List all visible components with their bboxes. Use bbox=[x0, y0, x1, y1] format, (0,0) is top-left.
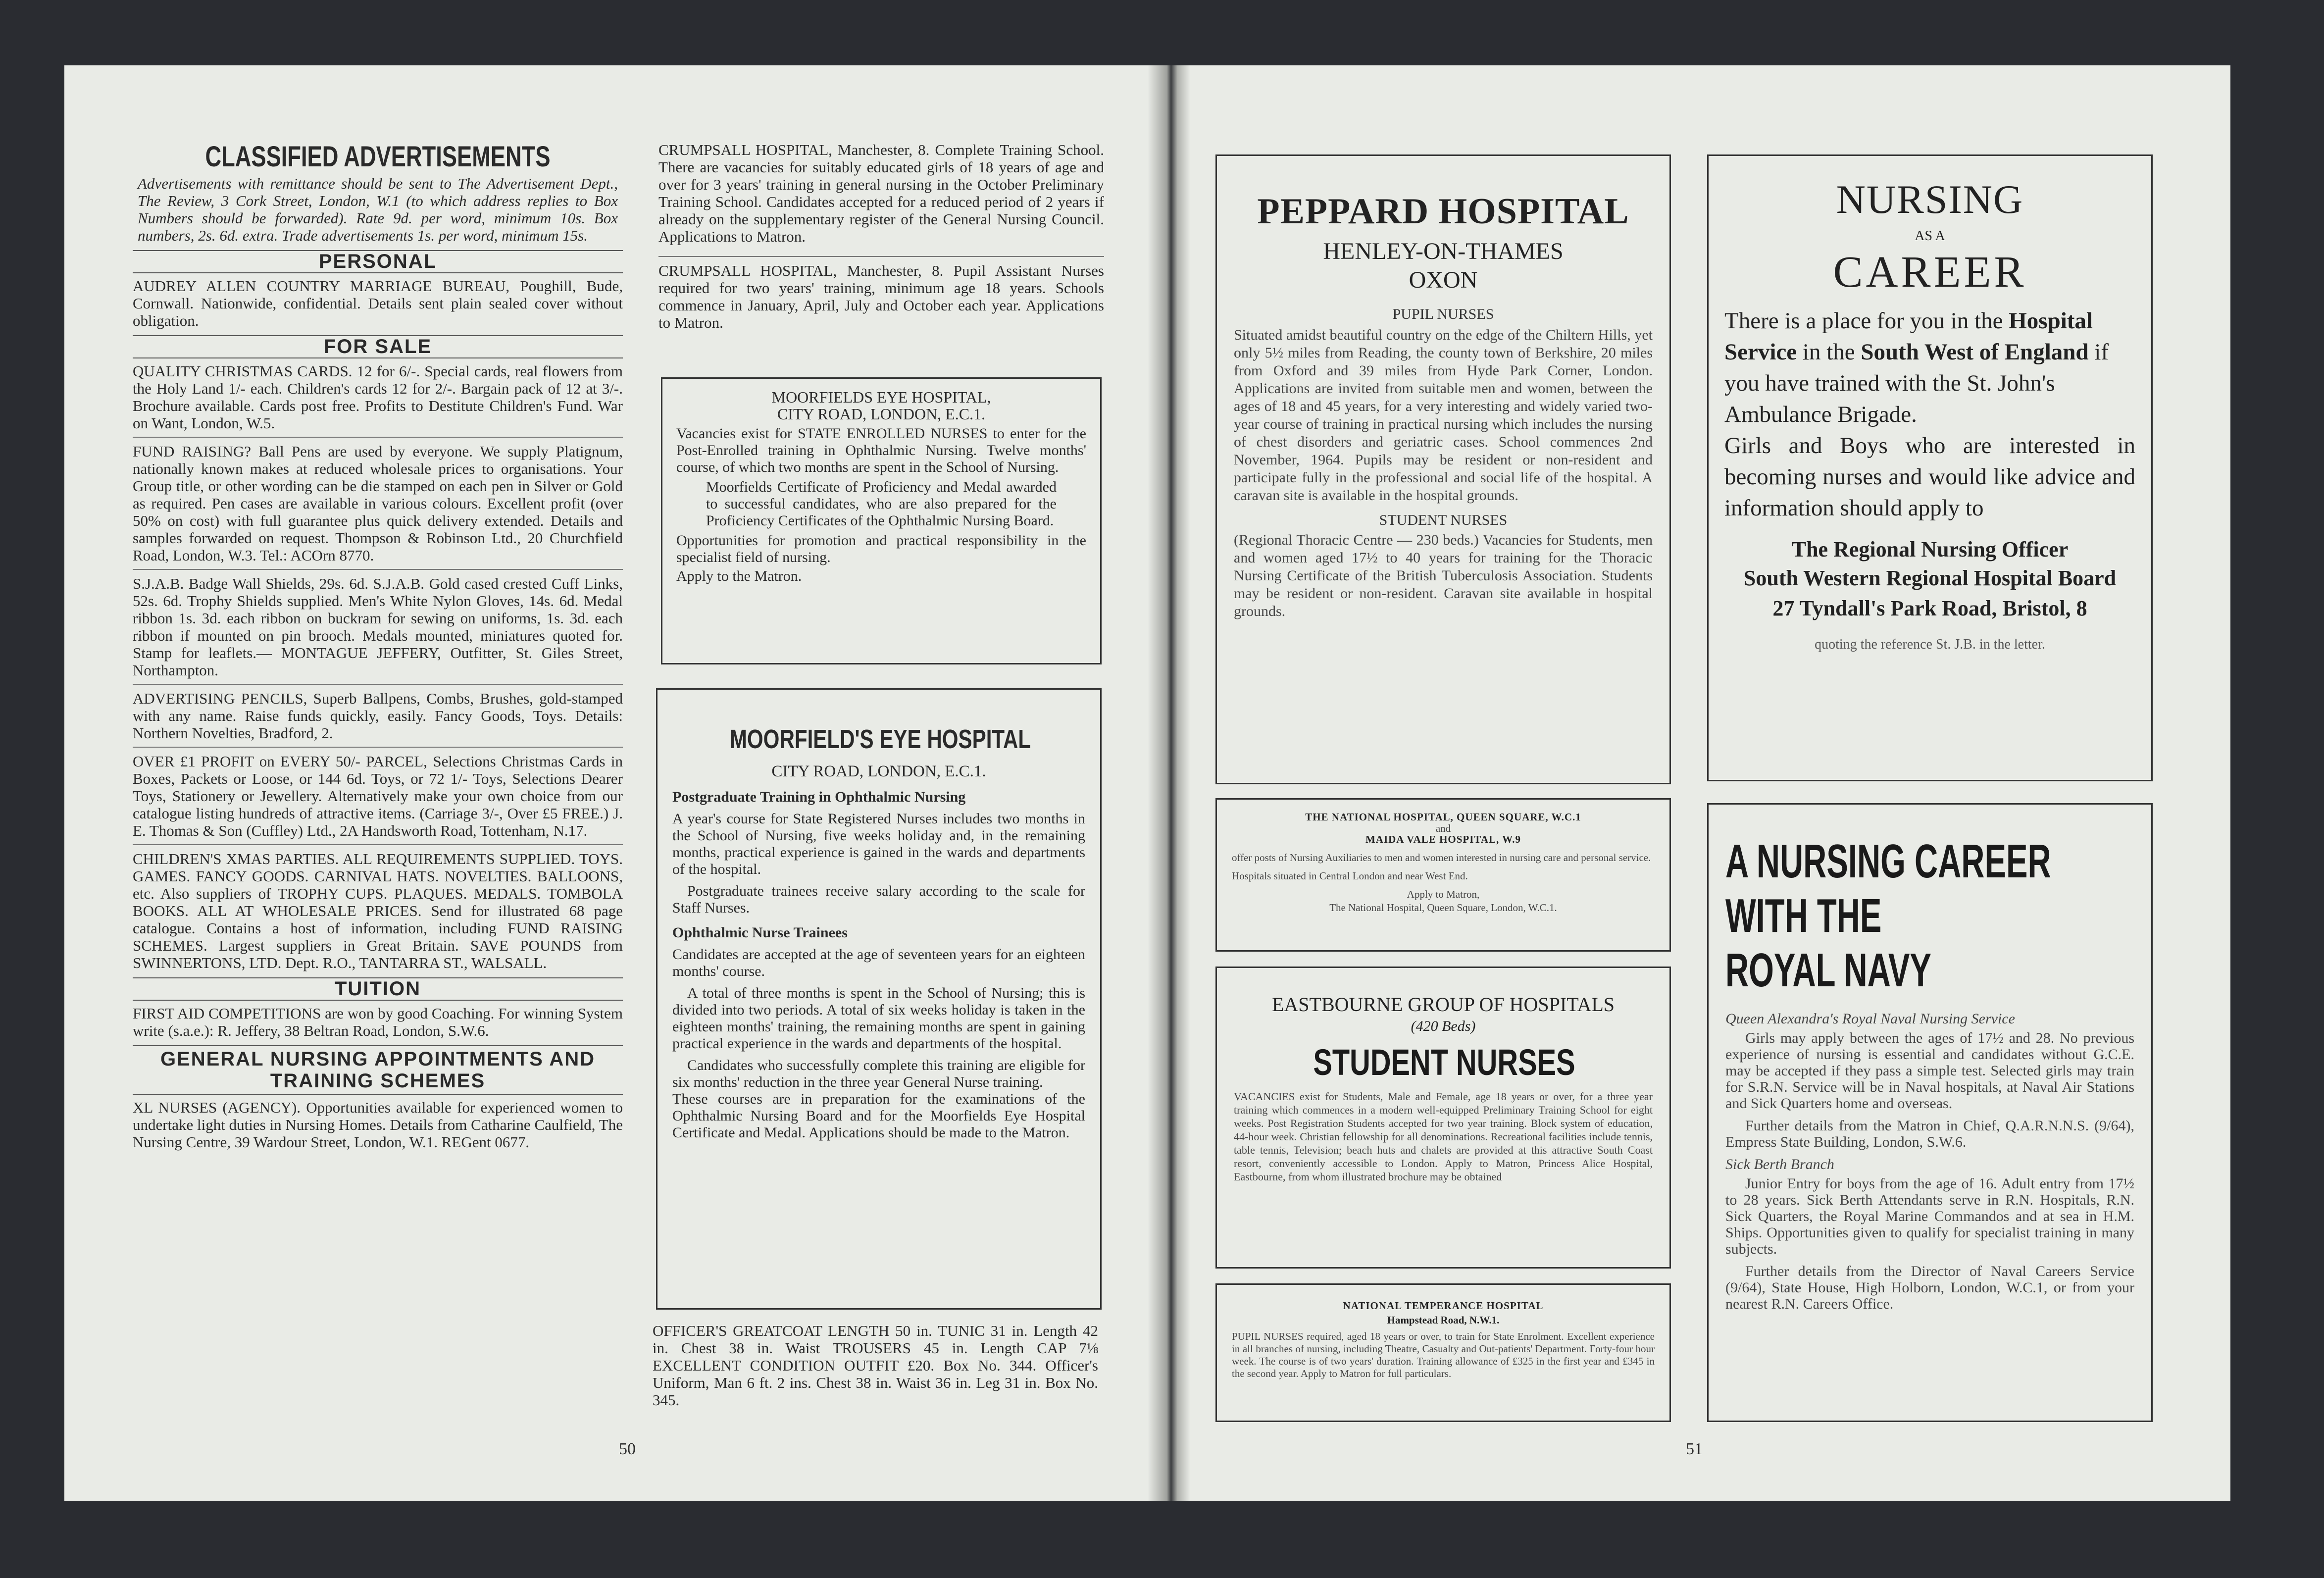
eastbourne-beds: (420 Beds) bbox=[1411, 1018, 1476, 1034]
book-gutter bbox=[1148, 65, 1190, 1501]
ad-first-aid: FIRST AID COMPETITIONS are won by good Coaching. For winning System write (s.a.e.): R. Jeffery, 38 Beltran Road, London, S.W.6. bbox=[133, 1005, 623, 1039]
moorfields2-sub2: Ophthalmic Nurse Trainees bbox=[672, 924, 848, 941]
ad-crumpsall-2: CRUMPSALL HOSPITAL, Manchester, 8. Pupil Assistant Nurses required for two years' training, minimum age 18 years. Schools commence in January, April, July and October each year. Applications to Matron. bbox=[658, 256, 1104, 331]
moorfields2-title: MOORFIELD'S EYE HOSPITAL bbox=[729, 724, 1031, 754]
moorfields-p3: Opportunities for promotion and practical responsibility in the specialist field of nursing. bbox=[676, 532, 1086, 565]
career-body-1: There is a place for you in the bbox=[1724, 308, 2009, 334]
career-officer-3: 27 Tyndall's Park Road, Bristol, 8 bbox=[1772, 596, 2087, 620]
classified-intro: Advertisements with remittance should be sent to The Advertisement Dept., The Review, 3 Cork Street, London, W.1 (to which address replies to Box Numbers should be forwarded). Rate 9d. per word, minimum 10s. Box numbers, 2s. 6d. extra. Trade advertisements 1s. per word, minimum 15s. bbox=[138, 175, 618, 244]
career-body-hospital-service: Hospital Service bbox=[1724, 308, 2093, 365]
peppard-ad bbox=[1215, 154, 1671, 784]
ad-xl-nurses: XL NURSES (AGENCY). Opportunities available for experienced women to undertake light duties in Nursing Homes. Details from Catharine Caulfield, The Nursing Centre, 39 Wardour Street, London, W.1. REGent 0677. bbox=[133, 1099, 623, 1151]
navy-p4: Further details from the Director of Naval Careers Service (9/64), State House, High Holborn, London, W.C.1, or from your nearest R.N. Careers Office. bbox=[1725, 1263, 2134, 1312]
navy-p3: Junior Entry for boys from the age of 16. Adult entry from 17½ to 28 years. Sick Berth Attendants serve in R.N. Hospitals, R.N. Sick Quarters, the Royal Marine Commandos and at sea in H.M. Ships. Opportunities given to qualify for specialist training in many subjects. bbox=[1725, 1175, 2134, 1257]
career-quote: quoting the reference St. J.B. in the letter. bbox=[1815, 637, 2045, 652]
ad-pencils: ADVERTISING PENCILS, Superb Ballpens, Combs, Brushes, gold-stamped with any name. Raise funds quickly, easily. Fancy Goods, Toys. Details: Northern Novelties, Bradford, 2. bbox=[133, 684, 623, 742]
career-officer-2: South Western Regional Hospital Board bbox=[1743, 566, 2117, 590]
navy-sub-1: Queen Alexandra's Royal Naval Nursing Service bbox=[1725, 1011, 2015, 1027]
moorfields2-p2: Postgraduate trainees receive salary according to the scale for Staff Nurses. bbox=[672, 883, 1085, 916]
moorfields2-p1: A year's course for State Registered Nurses includes two months in the School of Nursing, five weeks holiday and, in the remaining months, practical experience is gained in the wards and departments of the hospital. bbox=[672, 811, 1085, 877]
career-title-1: NURSING bbox=[1836, 177, 2024, 222]
moorfields2-p4: A total of three months is spent in the School of Nursing; this is divided into two periods. A total of six weeks holiday is taken in the eighteen months' training, the remaining months are spent in gaining practical experience in the wards and departments of the hospital. bbox=[672, 985, 1085, 1052]
moorfields-p2: Moorfields Certificate of Proficiency and Medal awarded to successful candidates, who are also prepared for the Proficiency Certificates of the Ophthalmic Nursing Board. bbox=[706, 479, 1057, 529]
peppard-location-2: OXON bbox=[1409, 267, 1478, 293]
national-and: and bbox=[1435, 822, 1451, 834]
career-body-3: in the bbox=[1797, 339, 1861, 365]
eastbourne-title: EASTBOURNE GROUP OF HOSPITALS bbox=[1271, 993, 1615, 1016]
moorfields2-p5: Candidates who successfully complete this training are eligible for six months' reduction in the three year General Nurse training. bbox=[672, 1057, 1085, 1090]
section-personal: PERSONAL bbox=[133, 250, 623, 273]
classified-title: CLASSIFIED ADVERTISEMENTS bbox=[205, 141, 551, 173]
peppard-p2: (Regional Thoracic Centre — 230 beds.) Vacancies for Students, men and women aged 17½ to 40 years for training for the Thoracic Nursing Certificate of the British Tuberculosis Association. Students may be resident or non-resident. Caravan site available in hospital grounds. bbox=[1234, 532, 1653, 619]
ad-sjab: S.J.A.B. Badge Wall Shields, 29s. 6d. S.J.A.B. Gold cased crested Cuff Links, 52s. 6d. Trophy Shields supplied. Men's White Nylon Gloves, 14s. 6d. Medal ribbon 1s. 3d. each ribbon on buckram for sewing on uniforms, 1s. 3d. each ribbon if mounted on pin brooch. Medals mounted, miniatures quoted for. Stamp for leaflets.— MONTAGUE JEFFERY, Outfitter, St. Giles Street, Northampton. bbox=[133, 569, 623, 679]
moorfields-ad-1 bbox=[661, 377, 1102, 664]
page-number-left: 50 bbox=[619, 1440, 636, 1458]
ad-officers-uniform bbox=[653, 1322, 1098, 1409]
ad-christmas-cards: QUALITY CHRISTMAS CARDS. 12 for 6/-. Special cards, real flowers from the Holy Land 1/- each. Children's cards 12 for 2/-. Bargain pack of 12 at 3/-. Brochure available. Cards post free. Profits to Destitute Children's Fund. War on Want, London, W.5. bbox=[133, 362, 623, 432]
left-column-1 bbox=[133, 141, 623, 1151]
page-number-right: 51 bbox=[1686, 1440, 1703, 1458]
career-body-south-west: South West of England bbox=[1861, 339, 2089, 365]
left-column-2 bbox=[658, 141, 1104, 331]
career-as-a: AS A bbox=[1915, 228, 1945, 244]
eastbourne-ad bbox=[1215, 967, 1671, 1269]
national-p3: Apply to Matron, bbox=[1407, 888, 1480, 900]
eastbourne-body: VACANCIES exist for Students, Male and Female, age 18 years or over, for a three year training which commences in a modern well-equipped Preliminary Training School for eight weeks. Post Registration Students accepted for two year training. Block system of education, 44-hour week. Christian fellowship for all denominations. Recreational facilities include tennis, table tennis, Television; beach huts and chalets are provided at this attractive South Coast resort, conveniently accessible to London. Apply to Matron, Princess Alice Hospital, Eastbourne, from whom illustrated brochure may be obtained bbox=[1234, 1090, 1653, 1183]
eastbourne-heading: STUDENT NURSES bbox=[1313, 1042, 1575, 1083]
moorfields2-address: CITY ROAD, LONDON, E.C.1. bbox=[771, 763, 986, 780]
career-body bbox=[1724, 305, 2135, 430]
navy-p2: Further details from the Matron in Chief, Q.A.R.N.N.S. (9/64), Empress State Building, London, S.W.6. bbox=[1725, 1118, 2134, 1150]
ad-crumpsall-1: CRUMPSALL HOSPITAL, Manchester, 8. Complete Training School. There are vacancies for suitably educated girls of 18 years of age and over for 3 years' training in general nursing in the October Preliminary Training School. Candidates accepted for a reduced period of 2 years if already on the supplementary register of the General Nursing Council. Applications to Matron. bbox=[658, 141, 1104, 245]
moorfields-p4: Apply to the Matron. bbox=[676, 568, 802, 584]
navy-title-3: ROYAL NAVY bbox=[1725, 944, 1931, 997]
moorfields-p1: Vacancies exist for STATE ENROLLED NURSES to enter for the Post-Enrolled training in Ophthalmic Nursing. Twelve months' course, of which two months are spent in the School of Nursing. bbox=[676, 425, 1086, 475]
temperance-title: NATIONAL TEMPERANCE HOSPITAL bbox=[1343, 1300, 1544, 1312]
temperance-ad bbox=[1215, 1283, 1671, 1422]
national-line-2: MAIDA VALE HOSPITAL, W.9 bbox=[1365, 833, 1521, 845]
moorfields-ad-2 bbox=[656, 688, 1102, 1310]
national-p2: Hospitals situated in Central London and near West End. bbox=[1232, 870, 1468, 882]
moorfields-address: CITY ROAD, LONDON, E.C.1. bbox=[777, 405, 986, 423]
navy-title-2: WITH THE bbox=[1725, 889, 1882, 942]
moorfields2-p6: These courses are in preparation for the examinations of the Ophthalmic Nursing Board and for the Moorfields Eye Hospital Certificate and Medal. Applications should be made to the Matron. bbox=[672, 1091, 1085, 1141]
section-general-nursing: GENERAL NURSING APPOINTMENTS AND TRAINING SCHEMES bbox=[133, 1045, 623, 1095]
officers-ad-text: OFFICER'S GREATCOAT LENGTH 50 in. TUNIC 31 in. Length 42 in. Chest 38 in. Waist TROUSERS 45 in. Length CAP 7⅛ EXCELLENT CONDITION OUTFIT £20. Box No. 344. Officer's Uniform, Man 6 ft. 2 ins. Chest 38 in. Waist 36 in. Leg 31 in. Box No. 345. bbox=[653, 1322, 1098, 1409]
moorfields-title: MOORFIELDS EYE HOSPITAL, bbox=[771, 388, 991, 406]
navy-p1: Girls may apply between the ages of 17½ and 28. No previous experience of nursing is essential and candidates without G.C.E. may be accepted if they pass a simple test. Selected girls may train for S.R.N. Service will be in Naval hospitals, at Naval Air Stations and Sick Quarters home and overseas. bbox=[1725, 1030, 2134, 1112]
career-body-5: if you have trained with the St. John's Ambulance Brigade. bbox=[1724, 339, 2109, 427]
ad-xmas-parties: CHILDREN'S XMAS PARTIES. ALL REQUIREMENTS SUPPLIED. TOYS. GAMES. FANCY GOODS. CARNIVAL HATS. NOVELTIES. BALLOONS, etc. Also suppliers of TROPHY CUPS. PLAQUES. MEDALS. TOMBOLA BOOKS. ALL AT WHOLESALE PRICES. Send for illustrated 68 page catalogue. Contains a host of information, including FUND RAISING SCHEMES. Largest suppliers in Great Britain. SAVE POUNDS from SWINNERTONS, LTD. Dept. R.O., TANTARRA ST., WALSALL. bbox=[133, 844, 623, 971]
peppard-p1: Situated amidst beautiful country on the edge of the Chiltern Hills, yet only 5½ miles from Reading, the county town of Berkshire, 20 miles from Oxford and 39 miles from Hyde Park Corner, London. Applications are invited from suitable men and women, between the ages of 18 and 45 years, for a very interesting and widely varied two-year course of training in practical nursing which includes the nursing of chest disorders and geriatric cases. School commences 2nd November, 1964. Pupils may be resident or non-resident and participate fully in the professional and social life of the hospital. A caravan site is available in the hospital grounds. bbox=[1234, 327, 1653, 504]
national-hospital-ad bbox=[1215, 798, 1671, 952]
temperance-body: PUPIL NURSES required, aged 18 years or over, to train for State Enrolment. Excellent experience in all branches of nursing, including Theatre, Casualty and Out-patients' Department. Forty-four hour week. The course is of two years' duration. Training allowance of £325 in the first year and £345 in the second year. Apply to Matron for full particulars. bbox=[1232, 1330, 1655, 1379]
section-for-sale: FOR SALE bbox=[133, 335, 623, 358]
ad-over-profit: OVER £1 PROFIT on EVERY 50/- PARCEL, Selections Christmas Cards in Boxes, Packets or Loose, or 144 6d. Toys, or 72 1/- Toys, Selections Dearer Toys, Stationery or Jewellery. Alternatively make your own choice from our catalogue listing hundreds of attractive items. (Carriage 3/-, Over £5 FREE.) J. E. Thomas & Son (Cuffley) Ltd., 2A Handsworth Road, Tottenham, N.17. bbox=[133, 747, 623, 839]
ad-fund-raising: FUND RAISING? Ball Pens are used by everyone. We supply Platignum, nationally known makes at reduced wholesale prices to organisations. Your Group title, or other wording can be die stamped on each pen in Silver or Gold as required. Pen cases are available in various colours. Excellent profit (over 50% on cost) with full guarantee plus quick delivery extended. Details and samples forwarded on request. Thompson & Robinson Ltd., 20 Churchfield Road, London, W.3. Tel.: ACOrn 8770. bbox=[133, 437, 623, 564]
peppard-title: PEPPARD HOSPITAL bbox=[1257, 191, 1629, 232]
nursing-career-ad bbox=[1707, 154, 2153, 781]
navy-title-1: A NURSING CAREER bbox=[1725, 835, 2051, 888]
peppard-sub-2: STUDENT NURSES bbox=[1379, 512, 1508, 528]
temperance-address: Hampstead Road, N.W.1. bbox=[1387, 1314, 1500, 1326]
career-title-2: CAREER bbox=[1833, 248, 2027, 297]
national-p1: offer posts of Nursing Auxiliaries to men and women interested in nursing care and personal service. bbox=[1232, 852, 1651, 864]
national-line-1: THE NATIONAL HOSPITAL, QUEEN SQUARE, W.C.1 bbox=[1305, 811, 1581, 823]
peppard-sub-1: PUPIL NURSES bbox=[1392, 306, 1494, 322]
navy-sub-2: Sick Berth Branch bbox=[1725, 1156, 1834, 1172]
national-p4: The National Hospital, Queen Square, London, W.C.1. bbox=[1329, 902, 1557, 914]
peppard-location-1: HENLEY-ON-THAMES bbox=[1323, 238, 1564, 264]
career-body-6: Girls and Boys who are interested in becoming nurses and would like advice and information should apply to bbox=[1724, 433, 2135, 521]
royal-navy-ad bbox=[1707, 803, 2153, 1422]
career-officer-1: The Regional Nursing Officer bbox=[1791, 537, 2069, 561]
ad-personal: AUDREY ALLEN COUNTRY MARRIAGE BUREAU, Poughill, Bude, Cornwall. Nationwide, confidential. Details sent plain sealed cover without obligation. bbox=[133, 277, 623, 329]
section-tuition: TUITION bbox=[133, 977, 623, 1001]
moorfields2-sub1: Postgraduate Training in Ophthalmic Nursing bbox=[672, 789, 966, 805]
moorfields2-p3: Candidates are accepted at the age of seventeen years for an eighteen months' course. bbox=[672, 946, 1085, 979]
